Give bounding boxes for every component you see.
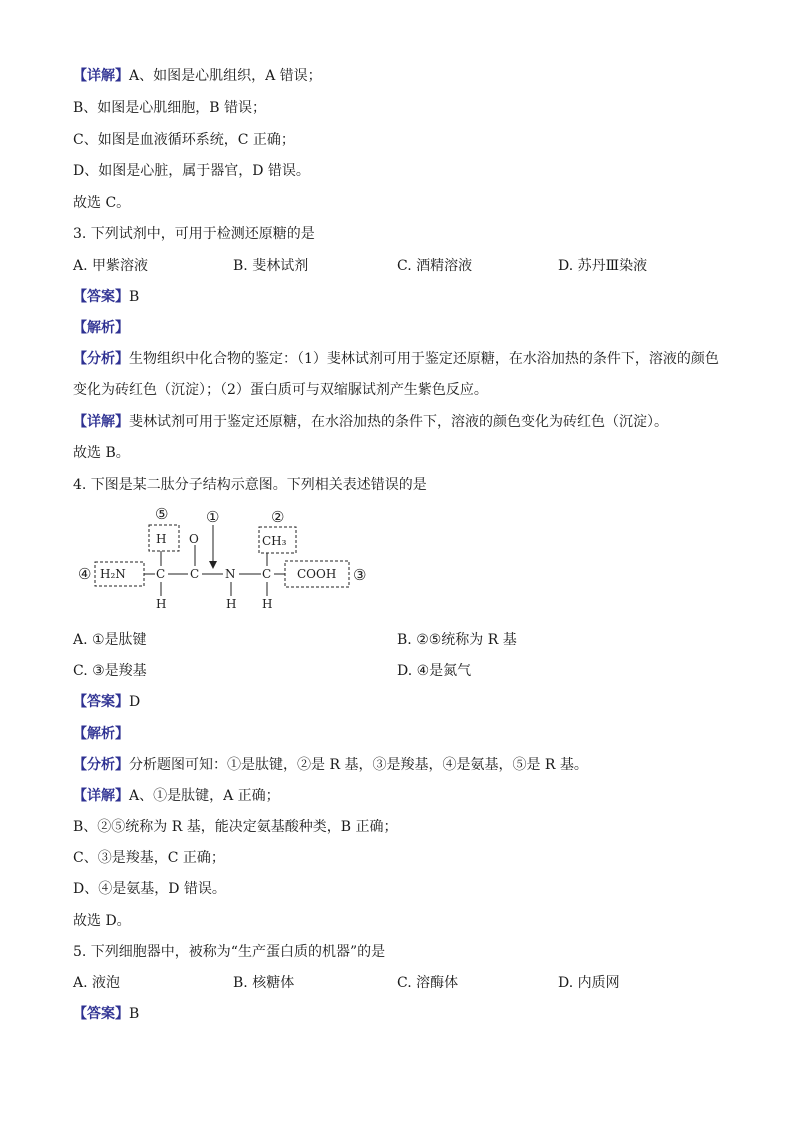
- q2-choose: 故选 C。: [73, 195, 131, 211]
- analysis-tag: 【分析】: [73, 757, 129, 773]
- q3-analysis-line-1: [73, 350, 719, 368]
- ch3-group: CH₃: [262, 534, 287, 548]
- label-3: ③: [353, 566, 367, 584]
- q5-answer-line: [73, 1005, 139, 1023]
- q2-line-c: C、如图是血液循环系统，C 正确；: [73, 132, 295, 148]
- answer-tag: 【答案】: [73, 694, 129, 710]
- answer-value: B: [129, 1006, 140, 1022]
- atom-c-carbonyl: C: [190, 567, 200, 581]
- q3-detail-line: [73, 413, 668, 431]
- q4-choose: 故选 D。: [73, 913, 131, 929]
- label-4: ④: [78, 565, 92, 583]
- answer-value: B: [129, 289, 140, 305]
- q4-option-a: A. ①是肽键: [73, 632, 147, 648]
- q5-option-d: D. 内质网: [558, 975, 620, 991]
- q2-detail-line: [73, 67, 322, 85]
- analysis-text: 生物组织中化合物的鉴定：（1）斐林试剂可用于鉴定还原糖，在水浴加热的条件下，溶液的颜色: [129, 351, 719, 367]
- q2-line-b: B、如图是心肌细胞，B 错误；: [73, 100, 267, 116]
- q3-analysis-heading: [73, 319, 129, 337]
- q3-option-d: D. 苏丹Ⅲ染液: [558, 258, 648, 274]
- analysis-tag: 【分析】: [73, 351, 129, 367]
- q5-option-a: A. 液泡: [73, 975, 121, 991]
- q3-answer-line: [73, 288, 139, 306]
- label-2: ②: [271, 508, 285, 526]
- analysis-heading: 【解析】: [73, 726, 129, 742]
- atom-o: O: [189, 532, 199, 546]
- atom-c-alpha-2: C: [262, 567, 272, 581]
- q5-option-b: B. 核糖体: [233, 975, 295, 991]
- detail-text: 斐林试剂可用于鉴定还原糖，在水浴加热的条件下，溶液的颜色变化为砖红色（沉淀）。: [129, 414, 668, 430]
- h2n-group: H₂N: [100, 567, 126, 581]
- cooh-group: COOH: [297, 567, 337, 581]
- atom-h-bottom-3: H: [262, 597, 273, 611]
- atom-h-top: H: [156, 532, 167, 546]
- analysis-heading: 【解析】: [73, 320, 129, 336]
- label-1: ①: [206, 508, 220, 526]
- q5-option-c: C. 溶酶体: [397, 975, 459, 991]
- dipeptide-structure-diagram: [75, 505, 375, 615]
- label-5: ⑤: [155, 505, 169, 523]
- q4-line-d: D、④是氨基，D 错误。: [73, 881, 226, 897]
- atom-h-bottom-1: H: [156, 597, 167, 611]
- q4-line-b: B、②⑤统称为 R 基，能决定氨基酸种类，B 正确；: [73, 819, 398, 835]
- q4-option-d: D. ④是氮气: [397, 663, 472, 679]
- atom-h-bottom-2: H: [226, 597, 237, 611]
- q4-detail-line: [73, 787, 280, 805]
- arrow-head: [209, 561, 217, 569]
- q4-analysis-heading: [73, 725, 129, 743]
- q3-option-a: A. 甲紫溶液: [73, 258, 149, 274]
- atom-n: N: [225, 567, 236, 581]
- detail-tag: 【详解】: [73, 788, 129, 804]
- q4-answer-line: [73, 693, 140, 711]
- atom-c-alpha-1: C: [156, 567, 166, 581]
- answer-value: D: [129, 694, 141, 710]
- q3-choose: 故选 B。: [73, 445, 130, 461]
- q4-line-c: C、③是羧基，C 正确；: [73, 850, 225, 866]
- q3-option-b: B. 斐林试剂: [233, 258, 309, 274]
- q3-analysis-line-2: 变化为砖红色（沉淀）；（2）蛋白质可与双缩脲试剂产生紫色反应。: [73, 382, 488, 398]
- analysis-text: 分析题图可知：①是肽键，②是 R 基，③是羧基，④是氨基，⑤是 R 基。: [129, 757, 588, 773]
- q3-option-c: C. 酒精溶液: [397, 258, 473, 274]
- q4-analysis-line: [73, 756, 588, 774]
- q2-line-d: D、如图是心脏，属于器官，D 错误。: [73, 163, 310, 179]
- answer-tag: 【答案】: [73, 289, 129, 305]
- q5-stem: 5. 下列细胞器中，被称为“生产蛋白质的机器”的是: [73, 944, 386, 960]
- detail-text: A、①是肽键，A 正确；: [129, 788, 280, 804]
- q4-option-c: C. ③是羧基: [73, 663, 147, 679]
- q3-stem: 3. 下列试剂中，可用于检测还原糖的是: [73, 226, 315, 242]
- detail-text: A、如图是心肌组织，A 错误；: [129, 68, 322, 84]
- detail-tag: 【详解】: [73, 68, 129, 84]
- q4-stem: 4. 下图是某二肽分子结构示意图。下列相关表述错误的是: [73, 477, 427, 493]
- q4-option-b: B. ②⑤统称为 R 基: [397, 632, 517, 648]
- detail-tag: 【详解】: [73, 414, 129, 430]
- answer-tag: 【答案】: [73, 1006, 129, 1022]
